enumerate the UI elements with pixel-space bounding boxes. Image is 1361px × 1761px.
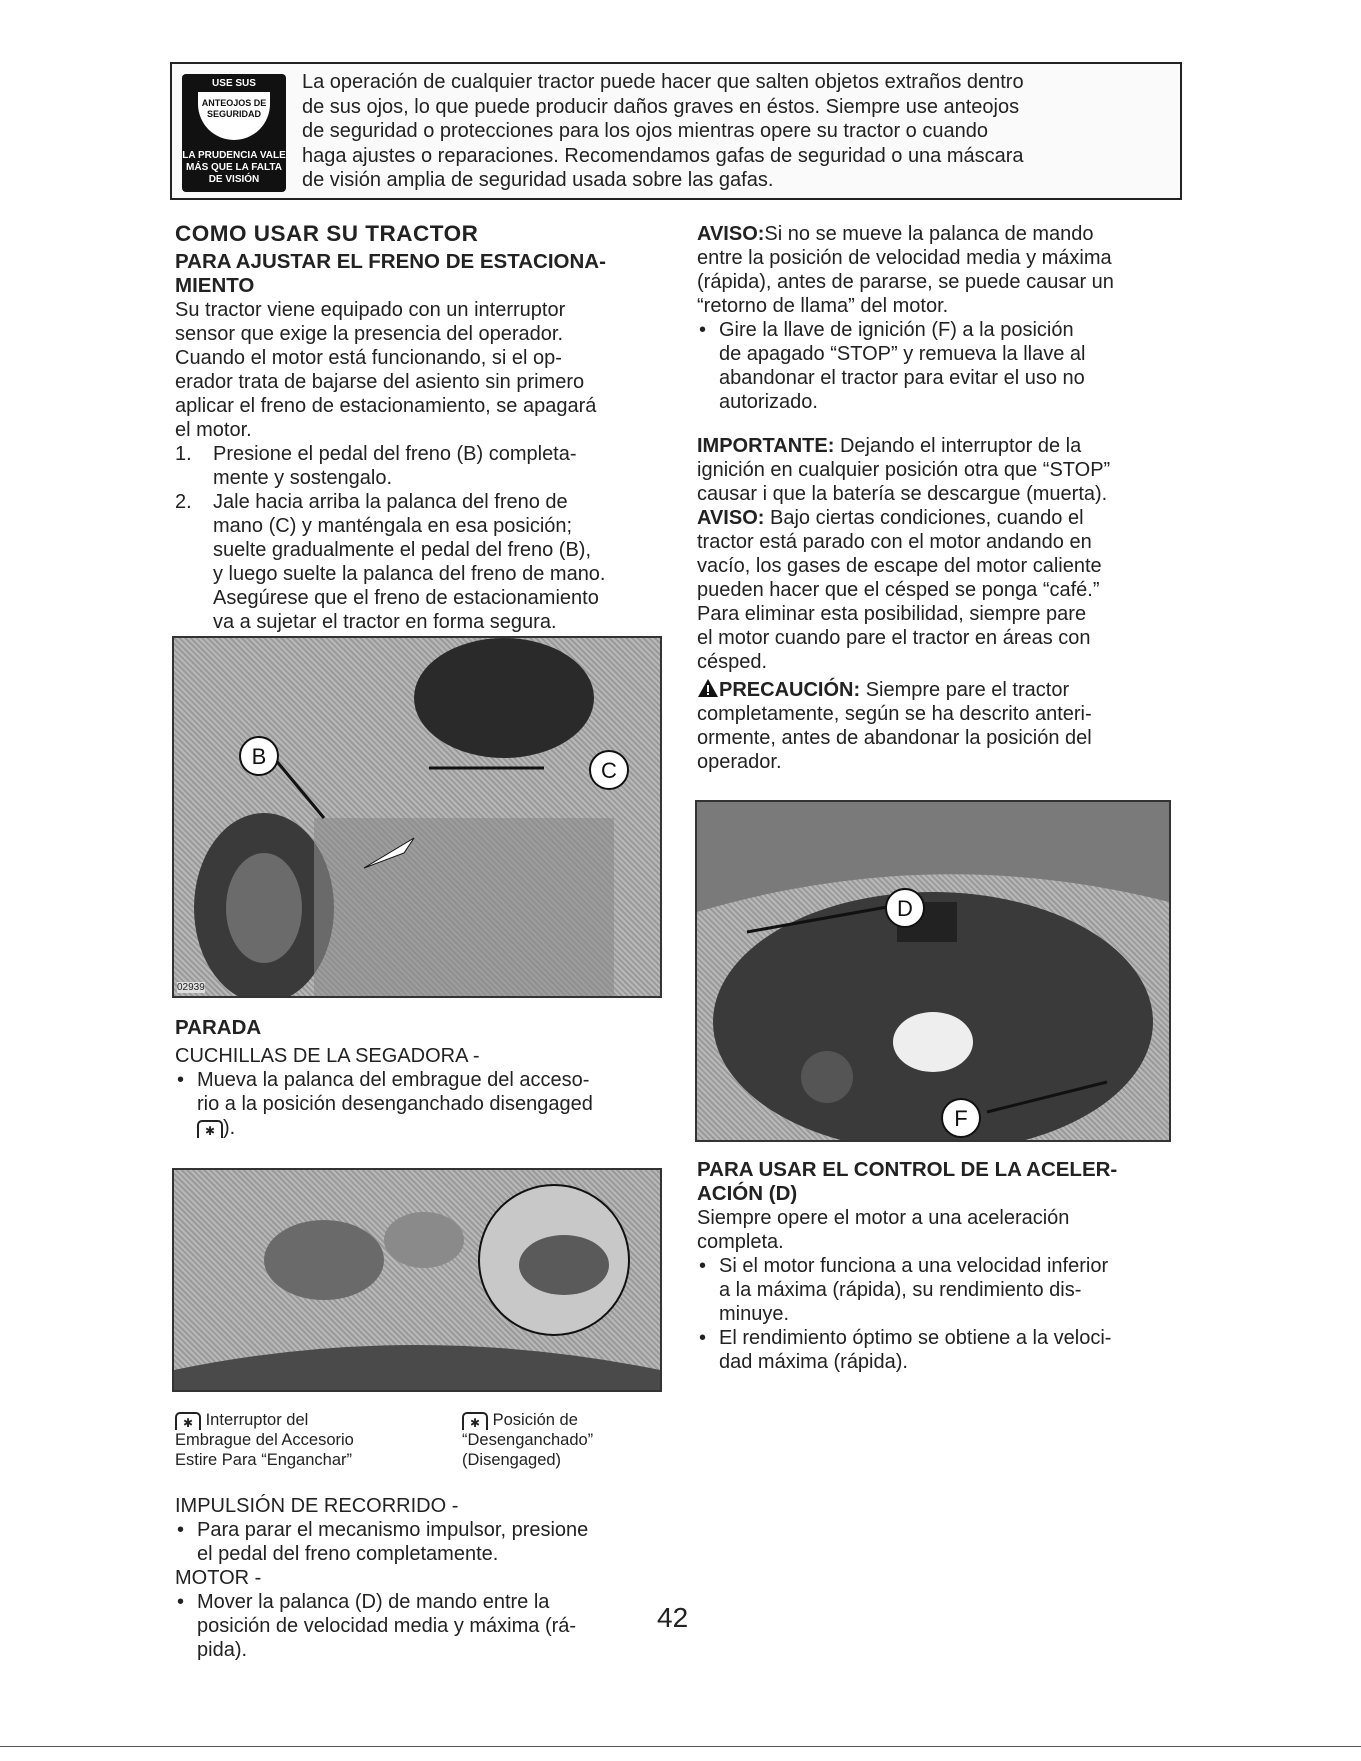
text-line: el pedal del freno completamente. <box>197 1543 499 1565</box>
callout-b: B <box>239 736 279 776</box>
warning-line: La operación de cualquier tractor puede hacer que salten objetos extraños dentro <box>302 71 1024 93</box>
bullet-dot: • <box>177 1069 185 1091</box>
engine-heading: MOTOR - <box>175 1567 262 1589</box>
importante-label: IMPORTANTE: <box>697 435 835 457</box>
text-line: mano (C) y manténgala en esa posición; <box>213 515 573 537</box>
brake-photo <box>172 636 662 998</box>
pto-engaged-icon: ✱ <box>175 1412 201 1430</box>
safety-glasses-badge <box>182 74 286 192</box>
aviso-2 <box>697 506 1187 674</box>
badge-bottom-text: LA PRUDENCIA VALE MÁS QUE LA FALTA DE VISIÓN <box>182 150 286 185</box>
text-line: completamente, según se ha descrito anteri- <box>697 703 1092 725</box>
brake-heading: PARA AJUSTAR EL FRENO DE ESTACIONA- MIENTO <box>175 250 606 297</box>
stop-section <box>175 1016 655 1140</box>
step-1 <box>175 442 655 490</box>
text-line <box>697 434 1187 458</box>
bullet-dot: • <box>699 1327 707 1349</box>
throttle-section <box>697 1158 1187 1374</box>
heading-line: ACIÓN (D) <box>697 1182 798 1205</box>
text-line: Mueva la palanca del embrague del acceso- <box>197 1069 590 1091</box>
warning-triangle-icon <box>697 678 719 698</box>
pto-disengaged-icon: ✱ <box>197 1120 223 1138</box>
text-line <box>197 1116 655 1140</box>
text-line: dad máxima (rápida). <box>719 1351 908 1373</box>
text-line: Su tractor viene equipado con un interruptor <box>175 299 566 321</box>
heading-line: PARA USAR EL CONTROL DE LA ACELER- <box>697 1158 1118 1181</box>
text-line <box>697 222 1187 246</box>
text-line: Gire la llave de ignición (F) a la posición <box>719 319 1074 341</box>
text-line: ormente, antes de abandonar la posición del <box>697 727 1092 749</box>
step-2 <box>175 490 655 634</box>
warning-line: haga ajustes o reparaciones. Recomendamos gafas de seguridad o una máscara <box>302 144 1024 167</box>
caption-text: Posición de <box>492 1411 578 1429</box>
text-line: vacío, los gases de escape del motor caliente <box>697 555 1102 577</box>
callout-c: C <box>589 750 629 790</box>
engine-bullet <box>175 1590 655 1662</box>
text-line: el motor. <box>175 419 252 441</box>
text-line: pueden hacer que el césped se ponga “café.” <box>697 579 1100 601</box>
bullet-dot: • <box>699 319 707 341</box>
caption-text: Interruptor del <box>205 1411 309 1429</box>
safety-warning-box <box>170 62 1182 200</box>
aviso-label: AVISO: <box>697 223 765 245</box>
pto-photo <box>172 1168 662 1392</box>
aviso-1 <box>697 222 1187 318</box>
text-line: Presione el pedal del freno (B) completa- <box>213 443 577 465</box>
text-line: a la máxima (rápida), su rendimiento dis- <box>719 1279 1082 1301</box>
throttle-photo-illustration <box>697 802 1169 1140</box>
text-line: Para parar el mecanismo impulsor, presione <box>197 1519 589 1541</box>
page-number: 42 <box>657 1602 689 1633</box>
text-tail: ). <box>223 1117 236 1139</box>
text-line: posición de velocidad media y máxima (rá- <box>197 1615 577 1637</box>
text-line: erador trata de bajarse del asiento sin primero <box>175 371 585 393</box>
throttle-photo <box>695 800 1171 1142</box>
text-fragment: Dejando el interruptor de la <box>839 435 1082 457</box>
text-line: va a sujetar el tractor en forma segura. <box>213 611 557 633</box>
text-line: de apagado “STOP” y remueva la llave al <box>719 343 1086 365</box>
precaucion-note <box>697 678 1187 774</box>
text-fragment: Bajo ciertas condiciones, cuando el <box>769 507 1084 529</box>
caption-disengaged <box>462 1410 682 1470</box>
stop-heading: PARADA <box>175 1016 262 1039</box>
right-column-top <box>697 222 1187 774</box>
text-line: entre la posición de velocidad media y máxima <box>697 247 1112 269</box>
text-line: pida). <box>197 1639 248 1661</box>
text-line: Si el motor funciona a una velocidad inferior <box>719 1255 1109 1277</box>
throttle-bullet-1 <box>697 1254 1187 1326</box>
section-title: COMO USAR SU TRACTOR <box>175 221 479 246</box>
badge-mid-text: ANTEOJOS DE SEGURIDAD <box>198 92 270 140</box>
text-line: aplicar el freno de estacionamiento, se apagará <box>175 395 597 417</box>
text-line: y luego suelte la palanca del freno de mano. <box>213 563 606 585</box>
precaucion-label: PRECAUCIÓN: <box>719 679 861 701</box>
text-line: Jale hacia arriba la palanca del freno de <box>213 491 568 513</box>
drive-heading: IMPULSIÓN DE RECORRIDO - <box>175 1495 459 1517</box>
callout-d: D <box>885 888 925 928</box>
drive-engine-section <box>175 1494 655 1662</box>
text-line: Estire Para “Enganchar” <box>175 1451 352 1469</box>
text-line: el motor cuando pare el tractor en áreas con <box>697 627 1091 649</box>
text-line: “Desenganchado” <box>462 1431 594 1449</box>
text-line: “retorno de llama” del motor. <box>697 295 949 317</box>
importante-note <box>697 434 1187 506</box>
blades-heading: CUCHILLAS DE LA SEGADORA - <box>175 1045 480 1067</box>
text-line: suelte gradualmente el pedal del freno (B), <box>213 539 592 561</box>
text-line: Embrague del Accesorio <box>175 1431 354 1449</box>
text-line: minuye. <box>719 1303 790 1325</box>
bottom-divider <box>0 1746 1361 1747</box>
drive-bullet <box>175 1518 655 1566</box>
text-line <box>697 506 1187 530</box>
throttle-heading <box>697 1158 1187 1206</box>
text-line: mente y sostengalo. <box>213 467 392 489</box>
text-line: completa. <box>697 1231 784 1253</box>
left-column-top <box>175 222 655 634</box>
warning-line: de sus ojos, lo que puede producir daños graves en éstos. Siempre use anteojos <box>302 95 1020 118</box>
text-line <box>697 678 1187 702</box>
pto-disengaged-icon: ✱ <box>462 1412 488 1430</box>
callout-f: F <box>941 1098 981 1138</box>
brake-photo-illustration <box>174 638 660 996</box>
text-line <box>462 1410 682 1430</box>
text-line: abandonar el tractor para evitar el uso no <box>719 367 1085 389</box>
text-line: Mover la palanca (D) de mando entre la <box>197 1591 550 1613</box>
bullet-dot: • <box>699 1255 707 1277</box>
text-line: Cuando el motor está funcionando, si el op- <box>175 347 562 369</box>
step-number: 1. <box>175 443 192 465</box>
text-fragment: Siempre pare el tractor <box>865 679 1070 701</box>
warning-line: de seguridad o protecciones para los ojos mientras opere su tractor o cuando <box>302 120 988 142</box>
text-line: ignición en cualquier posición otra que “STOP” <box>697 459 1111 481</box>
text-line: (rápida), antes de pararse, se puede causar un <box>697 271 1114 293</box>
bullet-dot: • <box>177 1591 185 1613</box>
text-line: operador. <box>697 751 782 773</box>
badge-top-text: USE SUS <box>212 78 256 89</box>
text-line <box>175 1410 415 1430</box>
text-line: sensor que exige la presencia del operador. <box>175 323 564 345</box>
step-number: 2. <box>175 491 192 513</box>
text-line: Para eliminar esta posibilidad, siempre pare <box>697 603 1087 625</box>
text-line: causar i que la batería se descargue (muerta). <box>697 483 1108 505</box>
text-fragment: Si no se mueve la palanca de mando <box>764 223 1094 245</box>
key-bullet <box>697 318 1187 414</box>
caption-engaged <box>175 1410 415 1470</box>
text-line: autorizado. <box>719 391 818 413</box>
throttle-bullet-2 <box>697 1326 1187 1374</box>
brake-intro <box>175 298 655 442</box>
text-line: El rendimiento óptimo se obtiene a la veloci- <box>719 1327 1112 1349</box>
text-line: rio a la posición desenganchado disengaged <box>197 1093 593 1115</box>
warning-text <box>302 70 1172 193</box>
text-line: (Disengaged) <box>462 1451 562 1469</box>
text-line: césped. <box>697 651 768 673</box>
warning-line: de visión amplia de seguridad usada sobre las gafas. <box>302 169 774 191</box>
blades-bullet <box>175 1068 655 1140</box>
bullet-dot: • <box>177 1519 185 1541</box>
text-line: Asegúrese que el freno de estacionamiento <box>213 587 599 609</box>
photo-id: 02939 <box>177 982 205 993</box>
text-line: Siempre opere el motor a una aceleración <box>697 1207 1070 1229</box>
aviso-label: AVISO: <box>697 507 765 529</box>
text-line: tractor está parado con el motor andando en <box>697 531 1092 553</box>
pto-photo-illustration <box>174 1170 660 1390</box>
